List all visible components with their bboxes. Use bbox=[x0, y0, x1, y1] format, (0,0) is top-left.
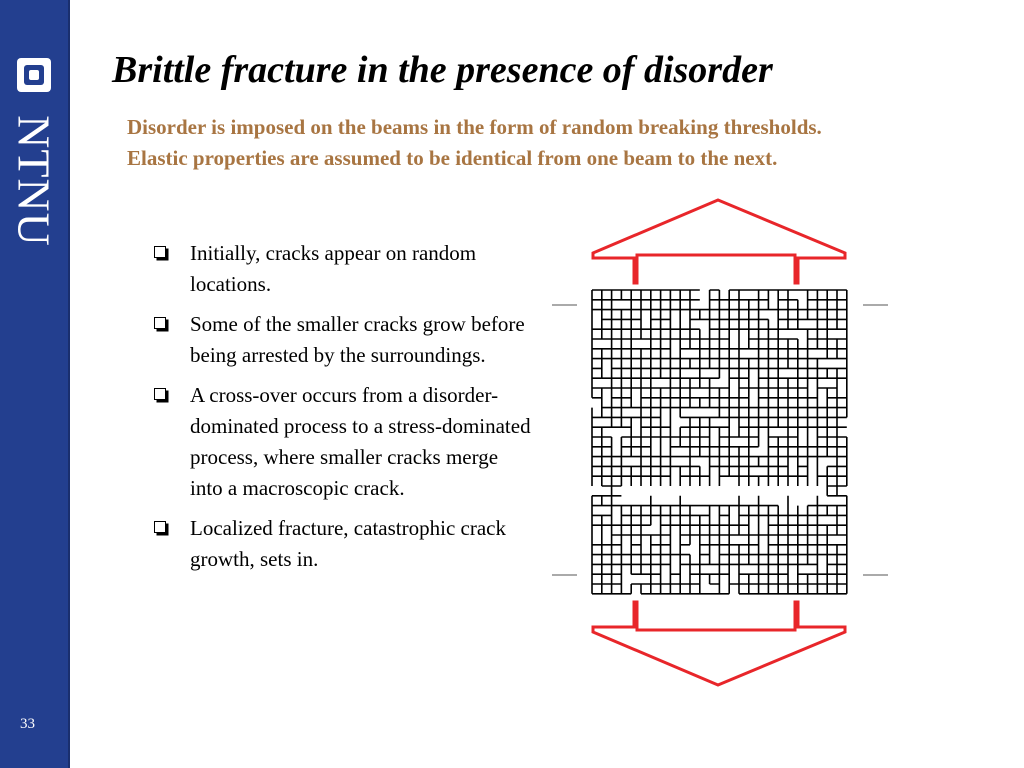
bullet-text: Initially, cracks appear on random locations. bbox=[190, 241, 477, 296]
bullet-item bbox=[152, 513, 532, 575]
fracture-lattice-figure bbox=[540, 195, 900, 695]
bullet-text: Some of the smaller cracks grow before being arrested by the surroundings. bbox=[190, 312, 525, 367]
bullet-item bbox=[152, 309, 532, 371]
bullet-text: A cross-over occurs from a disorder-dominated process to a stress-dominated process, where smaller cracks merge into a macroscopic crack. bbox=[190, 383, 531, 500]
bullet-item bbox=[152, 380, 532, 504]
slide-title: Brittle fracture in the presence of disorder bbox=[112, 49, 773, 91]
checkbox-bullet-icon bbox=[154, 521, 166, 533]
checkbox-bullet-icon bbox=[154, 317, 166, 329]
bullet-item bbox=[152, 238, 532, 300]
down-arrow-icon bbox=[593, 602, 845, 685]
beam-lattice bbox=[592, 290, 847, 594]
slide-subtitle: Disorder is imposed on the beams in the form of random breaking thresholds. Elastic properties are assumed to be identical from one beam to the next. bbox=[127, 115, 822, 170]
checkbox-bullet-icon bbox=[154, 388, 166, 400]
page-number: 33 bbox=[20, 716, 35, 732]
sidebar bbox=[0, 0, 68, 768]
bullet-text: Localized fracture, catastrophic crack growth, sets in. bbox=[190, 516, 506, 571]
ntnu-logo-icon bbox=[17, 58, 51, 92]
checkbox-bullet-icon bbox=[154, 246, 166, 258]
up-arrow-icon bbox=[593, 200, 845, 283]
sidebar-brand: NTNU bbox=[8, 115, 60, 247]
lattice-beams bbox=[592, 290, 847, 594]
sidebar-divider bbox=[68, 0, 70, 768]
bullet-list bbox=[152, 238, 532, 584]
